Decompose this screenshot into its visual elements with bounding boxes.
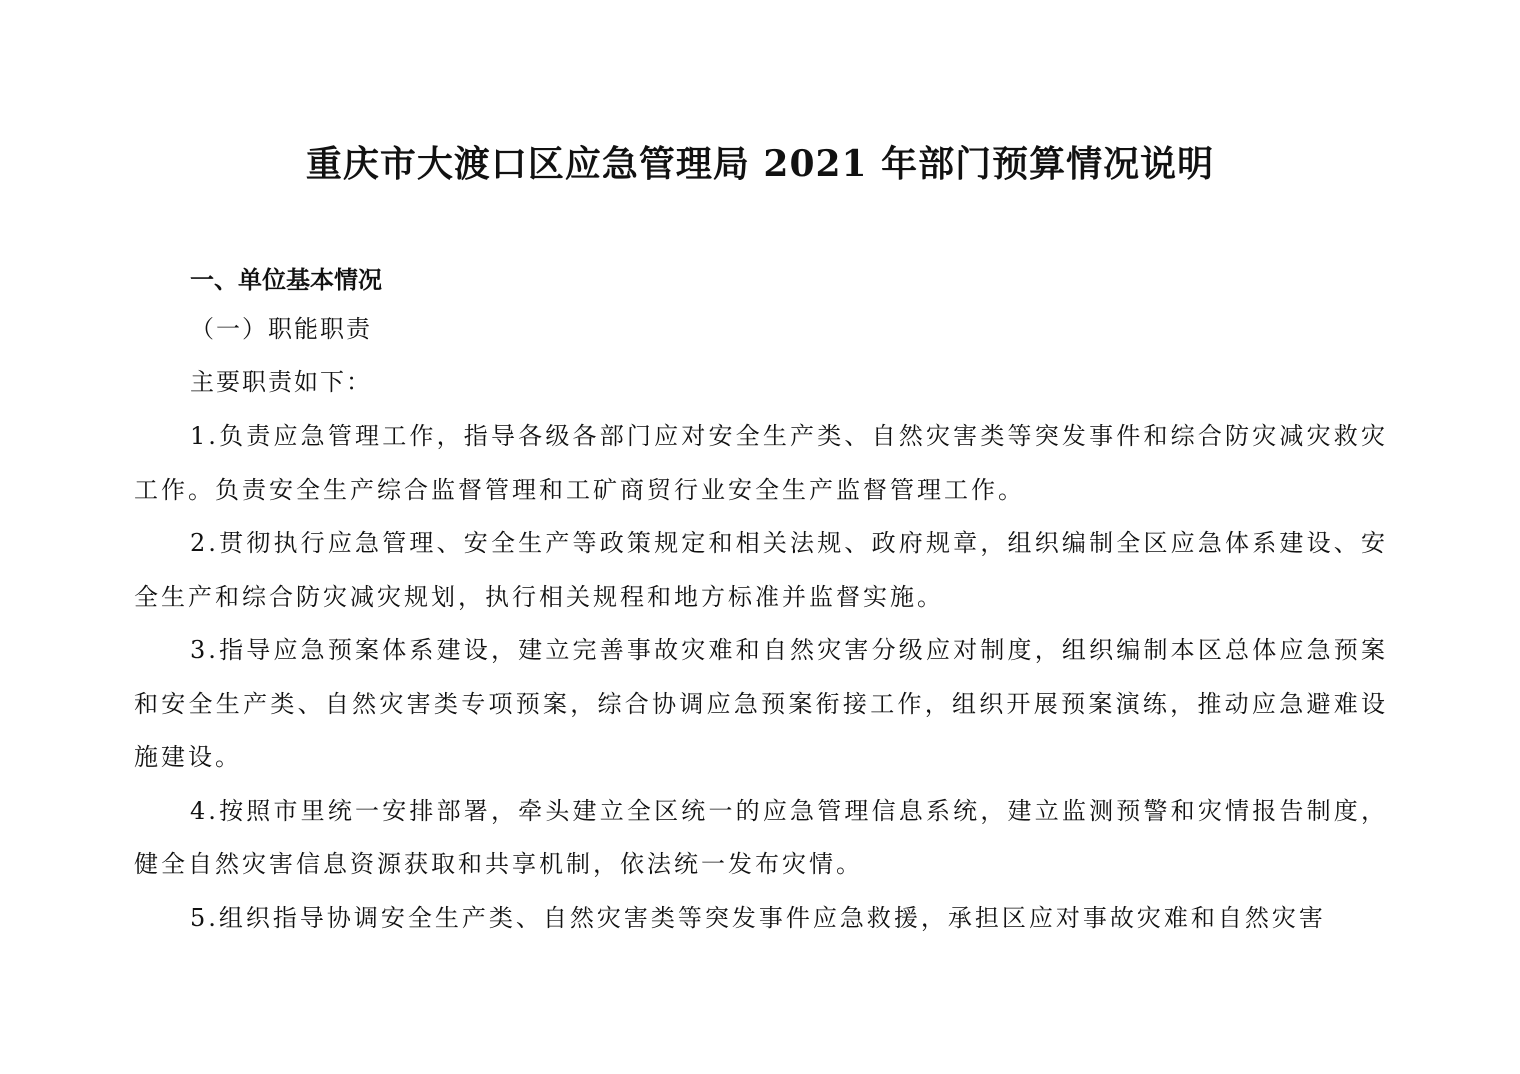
duties-intro: 主要职责如下： — [190, 368, 372, 396]
duty-paragraph-3: 3.指导应急预案体系建设，建立完善事故灾难和自然灾害分级应对制度，组织编制本区总体应急预案和安全生产类、自然灾害类专项预案，综合协调应急预案衔接工作，组织开展预案演练，推动应急避难设施建设。 — [134, 636, 1388, 771]
duty-paragraph-4: 4.按照市里统一安排部署，牵头建立全区统一的应急管理信息系统，建立监测预警和灾情报告制度，健全自然灾害信息资源获取和共享机制，依法统一发布灾情。 — [134, 796, 1388, 878]
sub-heading: （一）职能职责 — [190, 315, 372, 343]
document-title: 重庆市大渡口区应急管理局 2021 年部门预算情况说明 — [305, 143, 1215, 185]
duty-paragraph-5: 5.组织指导协调安全生产类、自然灾害类等突发事件应急救援，承担区应对事故灾难和自然灾害 — [190, 903, 1326, 932]
duty-paragraph-1: 1.负责应急管理工作，指导各级各部门应对安全生产类、自然灾害类等突发事件和综合防灾减灾救灾工作。负责安全生产综合监督管理和工矿商贸行业安全生产监督管理工作。 — [134, 422, 1388, 504]
duty-paragraph-2: 2.贯彻执行应急管理、安全生产等政策规定和相关法规、政府规章，组织编制全区应急体系建设、安全生产和综合防灾减灾规划，执行相关规程和地方标准并监督实施。 — [134, 529, 1388, 611]
section-heading: 一、单位基本情况 — [190, 266, 382, 294]
duties-list — [134, 410, 1388, 945]
